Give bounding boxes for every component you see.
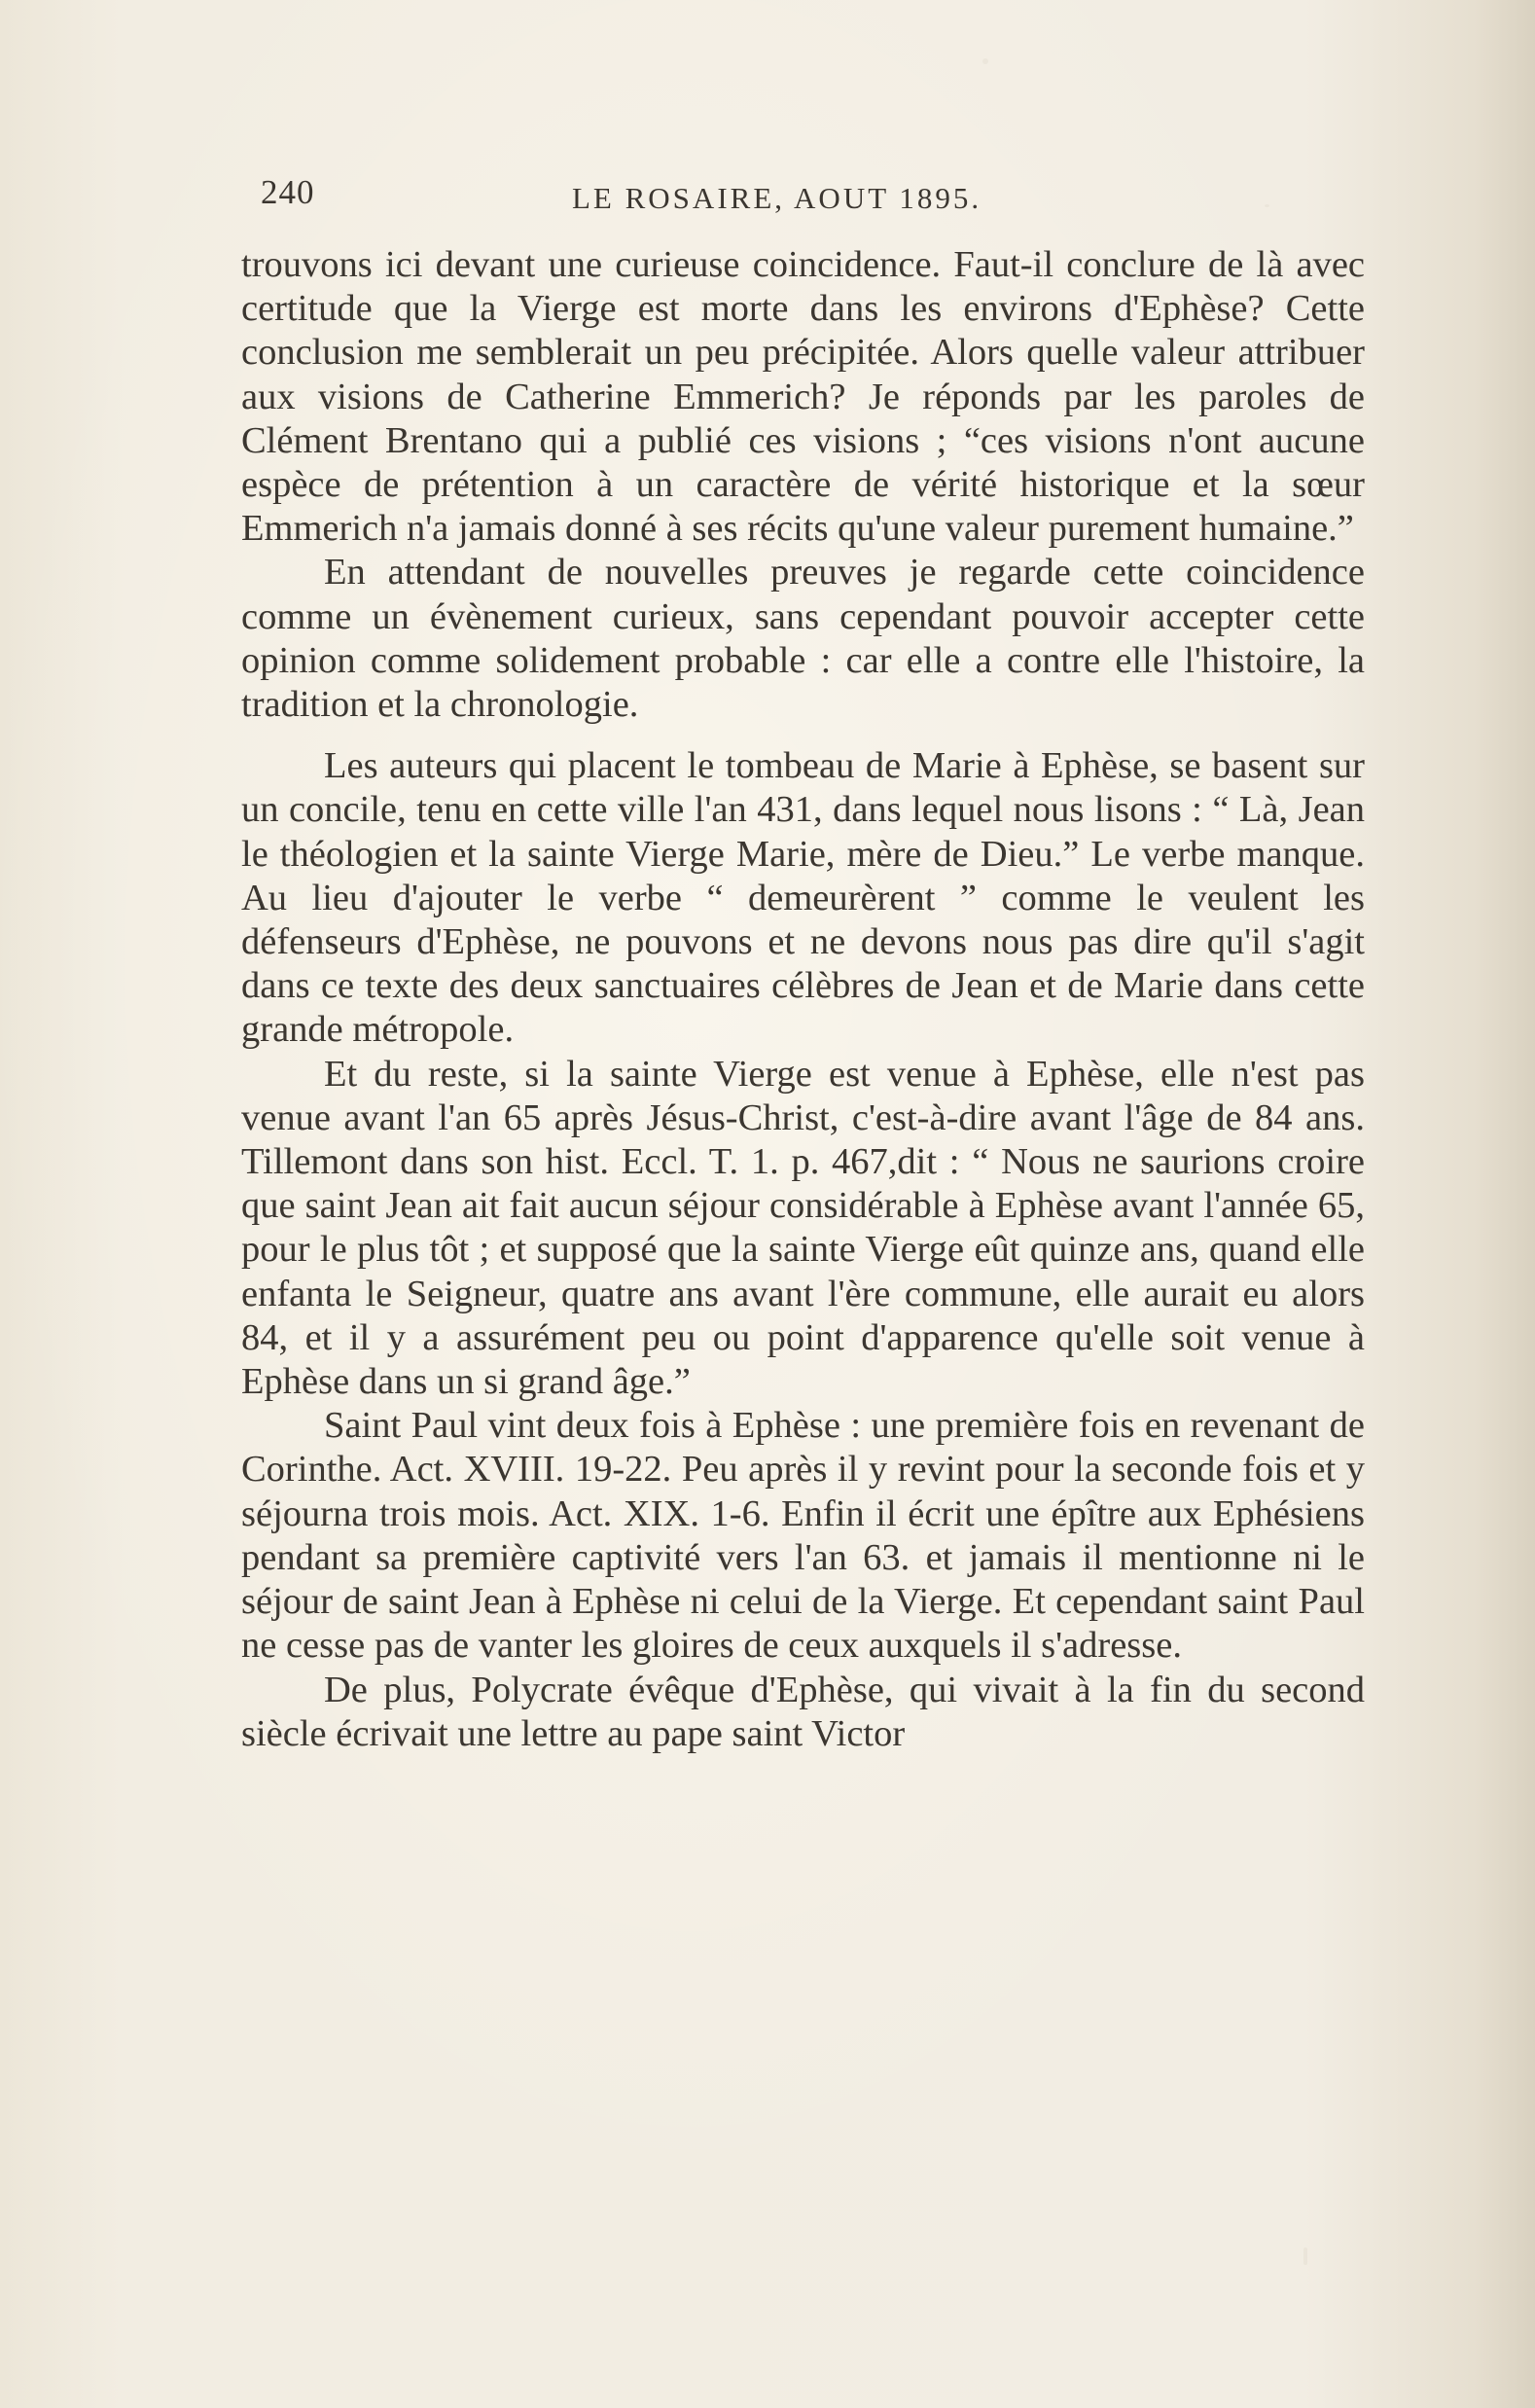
paragraph: Les auteurs qui placent le tombeau de Marie à Ephèse, se basent sur un concile, tenu en cette ville l'an 431, dans lequel nous lisons : “ Là, Jean le théologien et la sainte Vierge Marie, mère de Dieu.” Le verbe manque. Au lieu d'ajouter le verbe “ demeurèrent ” comme le veulent les défenseurs d'Ephèse, ne pouvons et ne devons nous pas dire qu'il s'agit dans ce texte des deux sanctuaires célèbres de Jean et de Marie dans cette grande métropole. xyxy=(241,745,1365,1051)
paper-speck xyxy=(982,58,988,64)
paragraph: En attendant de nouvelles preuves je regarde cette coincidence comme un évènement curieux, sans cependant pouvoir accepter cette opinion comme solidement probable : car elle a contre elle l'histoire, la tradition et la chronologie. xyxy=(241,552,1365,726)
body-text xyxy=(241,243,1365,1756)
paragraph: trouvons ici devant une curieuse coincidence. Faut-il conclure de là avec certitude que la Vierge est morte dans les environs d'Ephèse? Cette conclusion me semblerait un peu précipitée. Alors quelle valeur attribuer aux visions de Catherine Emmerich? Je réponds par les paroles de Clément Brentano qui a publié ces visions ; “ces visions n'ont aucune espèce de prétention à un caractère de vérité historique et la sœur Emmerich n'a jamais donné à ses récits qu'une valeur purement humaine.” xyxy=(241,244,1365,550)
paragraph: Et du reste, si la sainte Vierge est venue à Ephèse, elle n'est pas venue avant l'an 65 après Jésus-Christ, c'est-à-dire avant l'âge de 84 ans. Tillemont dans son hist. Eccl. T. 1. p. 467,dit : “ Nous ne saurions croire que saint Jean ait fait aucun séjour considérable à Ephèse avant l'année 65, pour le plus tôt ; et supposé que la sainte Vierge eût quinze ans, quand elle enfanta le Seigneur, quatre ans avant l'ère commune, elle aurait eu alors 84, et il y a assurément peu ou point d'apparence qu'elle soit venue à Ephèse dans un si grand âge.” xyxy=(241,1053,1365,1403)
paper-speck xyxy=(1303,2247,1307,2265)
paragraph: De plus, Polycrate évêque d'Ephèse, qui vivait à la fin du second siècle écrivait une lettre au pape saint Victor xyxy=(241,1669,1365,1754)
page-number: 240 xyxy=(261,173,315,211)
paragraph: Saint Paul vint deux fois à Ephèse : une première fois en revenant de Corinthe. Act. XVIII. 19-22. Peu après il y revint pour la seconde fois et y séjourna trois mois. Act. XIX. 1-6. Enfin il écrit une épître aux Ephésiens pendant sa première captivité vers l'an 63. et jamais il mentionne ni le séjour de saint Jean à Ephèse ni celui de la Vierge. Et cependant saint Paul ne cesse pas de vanter les gloires de ceux auxquels il s'adresse. xyxy=(241,1405,1365,1667)
paper-speck xyxy=(1265,204,1269,207)
running-head: LE ROSAIRE, AOUT 1895. xyxy=(572,181,982,215)
page-header xyxy=(261,171,1233,220)
